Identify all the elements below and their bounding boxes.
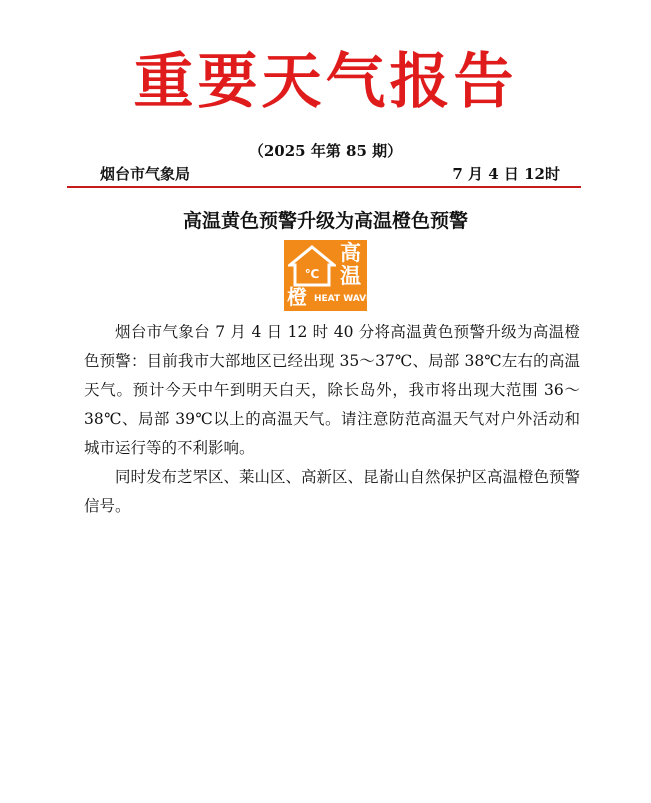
signal-char-gao: 高 — [340, 241, 361, 265]
signal-char-wen: 温 — [340, 264, 361, 288]
body-paragraph-1: 烟台市气象台 7 月 4 日 12 时 40 分将高温黄色预警升级为高温橙色预警：目前我市大部地区已经出现 35～37℃、局部 38℃左右的高温天气。预计今天中午到明天白天，除长岛外，我市将出现大范围 36～38℃、局部 39℃以上的高温天气。请注意防范高温天气对户外活动和城市运行等的不利影响。 — [84, 323, 580, 457]
body-paragraph-2: 同时发布芝罘区、莱山区、高新区、昆嵛山自然保护区高温橙色预警信号。 — [84, 468, 581, 515]
header-divider — [67, 186, 581, 188]
report-body — [84, 318, 580, 521]
issue-datetime: 7 月 4 日 12时 — [452, 165, 560, 183]
signal-level-char: 橙 — [287, 285, 307, 309]
signal-english-label: HEAT WAVE — [314, 294, 373, 304]
celsius-symbol: ℃ — [304, 267, 320, 281]
heat-wave-orange-signal-icon — [284, 240, 373, 311]
report-meta-row — [100, 163, 560, 185]
issuing-bureau: 烟台市气象局 — [100, 165, 191, 183]
report-masthead-title: 重要天气报告 — [133, 47, 518, 117]
issue-number: （2025 年第 85 期） — [248, 142, 403, 160]
warning-headline: 高温黄色预警升级为高温橙色预警 — [182, 210, 468, 232]
house-icon — [288, 245, 336, 287]
